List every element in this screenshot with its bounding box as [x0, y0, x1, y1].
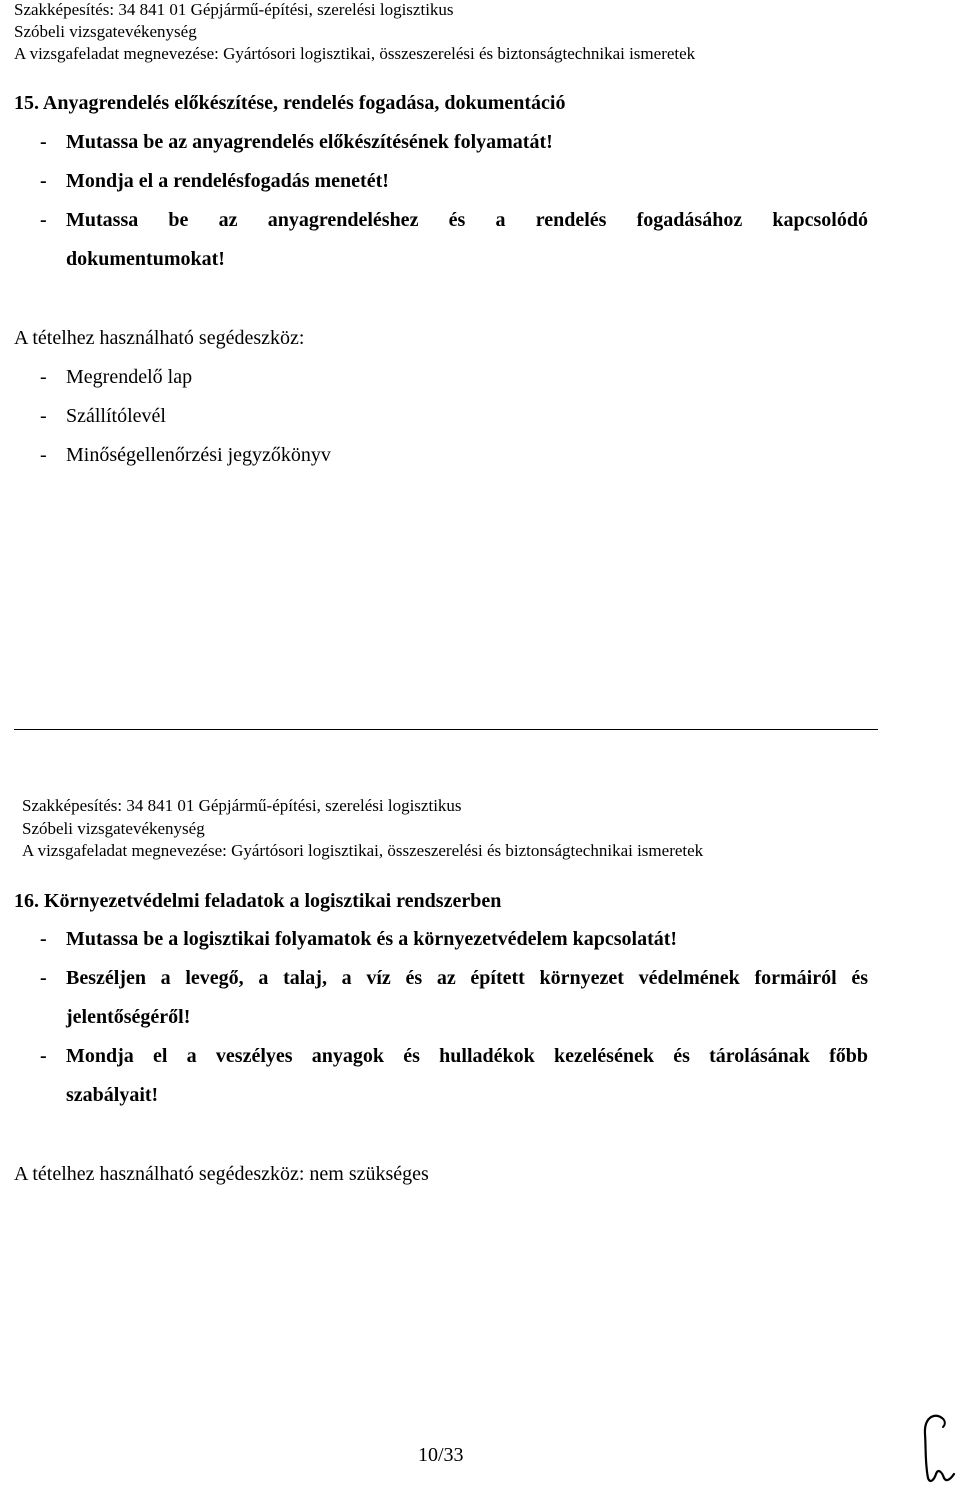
bullet-dash: -	[40, 209, 47, 231]
task-15-bullet-3: Mutassa be az anyagrendeléshez és a rendelés fogadásához kapcsolódó	[66, 209, 868, 231]
task-15-title: 15. Anyagrendelés előkészítése, rendelés fogadása, dokumentáció	[14, 92, 566, 114]
task-16-bullet-2: Beszéljen a levegő, a talaj, a víz és az épített környezet védelmének formáiról és	[66, 967, 868, 989]
header-exam-type: Szóbeli vizsgatevékenység	[14, 22, 197, 41]
task-15-bullet-3-cont: dokumentumokat!	[66, 248, 225, 270]
page-number: 10/33	[418, 1444, 464, 1466]
task-15-tools-label: A tételhez használható segédeszköz:	[14, 327, 305, 349]
task-16-bullet-2-cont: jelentőségéről!	[66, 1006, 191, 1028]
header-qualification: Szakképesítés: 34 841 01 Gépjármű-építési, szerelési logisztikus	[22, 796, 462, 815]
bullet-dash: -	[40, 366, 47, 388]
task-16-bullet-3-cont: szabályait!	[66, 1084, 159, 1106]
task-15-tool-3: Minőségellenőrzési jegyzőkönyv	[66, 444, 331, 466]
task-15-tool-1: Megrendelő lap	[66, 366, 193, 388]
task-15-bullet-1: Mutassa be az anyagrendelés előkészítésének folyamatát!	[66, 131, 553, 153]
bullet-dash: -	[40, 967, 47, 989]
handwritten-initial-signature	[912, 1408, 960, 1488]
header-qualification: Szakképesítés: 34 841 01 Gépjármű-építési, szerelési logisztikus	[14, 0, 454, 19]
task-15-bullet-2: Mondja el a rendelésfogadás menetét!	[66, 170, 389, 192]
bullet-dash: -	[40, 928, 47, 950]
header-task-name: A vizsgafeladat megnevezése: Gyártósori logisztikai, összeszerelési és biztonságtechnikai ismeretek	[22, 841, 704, 860]
header-task-name: A vizsgafeladat megnevezése: Gyártósori logisztikai, összeszerelési és biztonságtechnikai ismeretek	[14, 44, 696, 63]
task-16-bullet-3: Mondja el a veszélyes anyagok és hulladékok kezelésének és tárolásának főbb	[66, 1045, 868, 1067]
page-divider	[14, 729, 878, 730]
header-exam-type: Szóbeli vizsgatevékenység	[22, 819, 205, 838]
task-16-bullet-1: Mutassa be a logisztikai folyamatok és a környezetvédelem kapcsolatát!	[66, 928, 678, 950]
bullet-dash: -	[40, 444, 47, 466]
bullet-dash: -	[40, 405, 47, 427]
task-16-tools-line: A tételhez használható segédeszköz: nem szükséges	[14, 1163, 429, 1185]
task-15-tool-2: Szállítólevél	[66, 405, 166, 427]
bullet-dash: -	[40, 1045, 47, 1067]
task-16-title: 16. Környezetvédelmi feladatok a logisztikai rendszerben	[14, 890, 502, 912]
bullet-dash: -	[40, 131, 47, 153]
bullet-dash: -	[40, 170, 47, 192]
